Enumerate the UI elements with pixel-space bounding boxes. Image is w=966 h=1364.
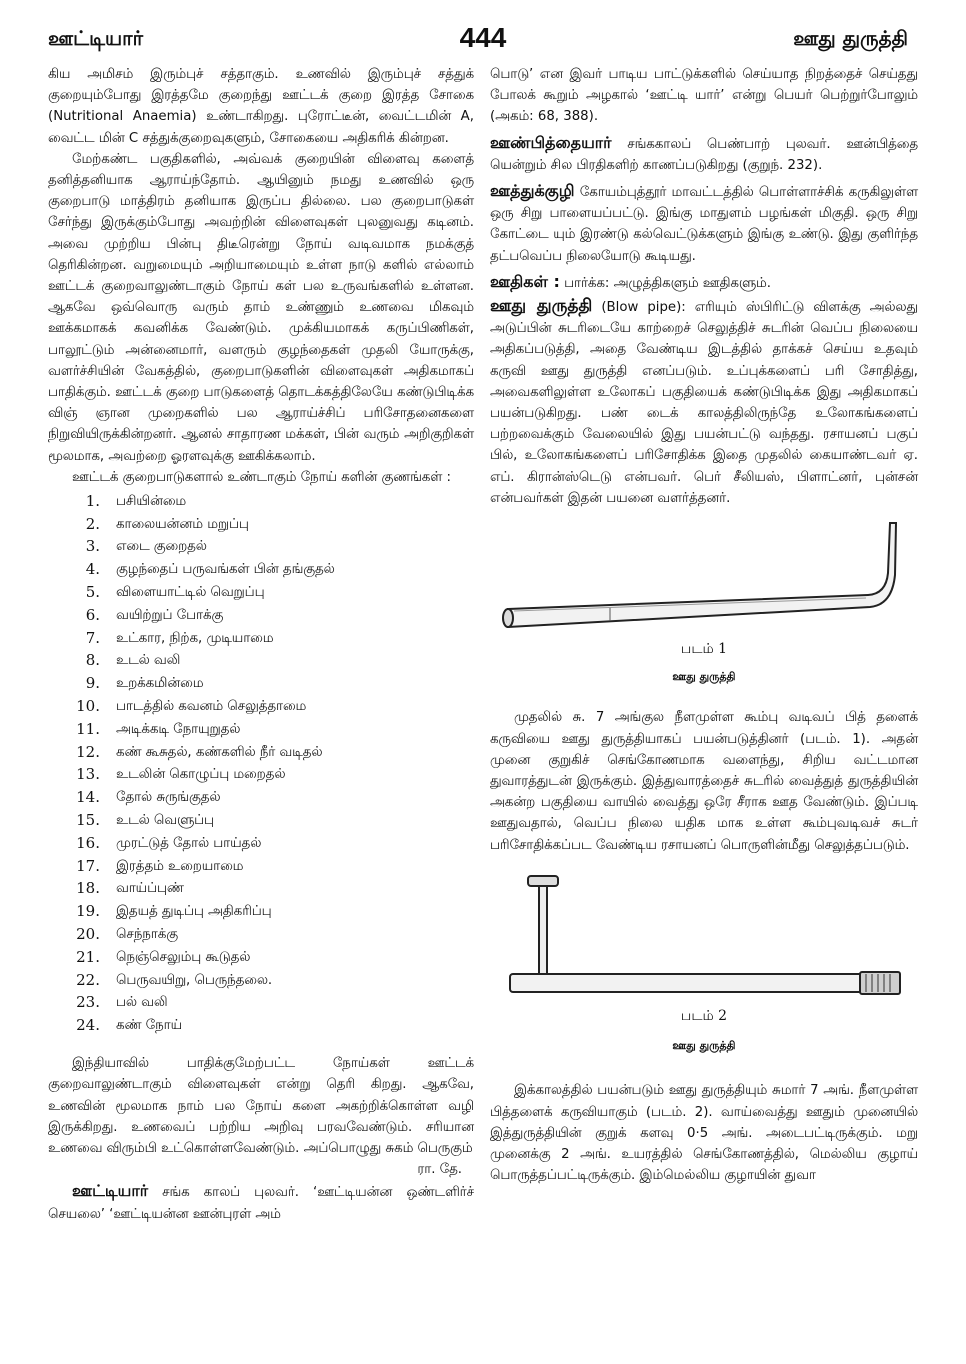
symptom-text: தோல் சுருங்குதல்	[116, 790, 221, 806]
symptom-text: வாய்ப்புண்	[116, 881, 184, 897]
symptom-item	[48, 832, 474, 855]
page-header	[0, 22, 966, 62]
figure-title: ஊது துருத்தி	[672, 670, 736, 684]
paragraph: ஊட்டக் குறைபாடுகளால் உண்டாகும் நோய் களின் குணங்கள் :	[72, 469, 451, 485]
entry-text: பார்க்க: அழுத்திகளும் ஊதிகளும்.	[564, 275, 771, 291]
symptom-number: 18.	[76, 879, 100, 898]
symptom-text: பாடத்தில் கவனம் செலுத்தாமை	[116, 699, 307, 715]
symptom-item	[48, 558, 474, 581]
blow-pipe-illustration-1	[490, 517, 918, 639]
symptom-item	[48, 923, 474, 946]
symptom-text: உட்கார, நிற்க, முடியாமை	[116, 630, 274, 646]
entry-heading: ஊட்டியார்	[72, 1181, 149, 1201]
symptom-text: கண் கூசுதல், கண்களில் நீர் வடிதல்	[116, 744, 323, 760]
entry-oothukkuzhi	[490, 180, 918, 267]
paragraph: மேற்கண்ட பகுதிகளில், அவ்வக் குறையின் விளைவு களைத் தனித்தனியாக ஆராய்ந்தோம். ஆயினும் நமது உணவில் ஒரு குறைபாடு மாத்திரம் தனியாக இருப்ப தில்லை. பல குறைபாடுகள் சேர்ந்து இருக்கும்போது அவற்றின் விளைவுகள் புலனுவது கடினம். அவை முற்றிய பின்பு திடீரென்று நோய் வடிவமாக நமக்குத் தெரிகின்றன. வறுமையும் அறியாமையும் உள்ள நாடு களில் எல்லாம் ஊட்டக் குறைவாலுண்டாகும் நோய் கள் பல உருவங்களில் உள்ளன. ஆகவே ஒவ்வொரு வரும் தாம் உண்ணும் உணவை மிகவும் ஊக்கமாகக் கவனிக்க வேண்டும். முக்கியமாகக் கருப்பிணிகள், பாலூட்டும் அன்னைமார், வளரும் குழந்தைகள் முதலி யோருக்கு, வளர்ச்சியின் வேகத்தில், குறைபாடுகளின் விளைவுகள் அதிகமாகப் பாதிக்கும். ஊட்டக் குறை பாடுகளைத் தொடக்கத்திலேயே கண்டுபிடிக்க விஞ் ஞான முறைகளில் பல ஆராய்ச்சிப் பரிசோதனைகளை நிறுவியிருக்கின்றனர். ஆனல் சாதாரண மக்கள், பின் வரும் அறிகுறிகள் மூலமாக, அவற்றை ஓரளவுக்கு ஊகிக்கலாம்.	[48, 151, 474, 464]
symptom-item	[48, 878, 474, 901]
entry-heading: ஊதிகள் :	[490, 271, 560, 291]
symptom-number: 1.	[85, 491, 100, 510]
symptom-text: விளையாட்டில் வெறுப்பு	[116, 585, 265, 601]
blow-pipe-illustration-2	[490, 870, 918, 1002]
symptom-number: 20.	[76, 925, 100, 943]
symptom-item	[48, 581, 474, 604]
symptom-number: 2.	[85, 514, 100, 533]
figure-caption: படம் 2	[680, 1007, 728, 1024]
header-right-word: ஊது துருத்தி	[793, 26, 908, 50]
symptom-number: 10.	[76, 697, 100, 716]
symptom-number: 16.	[76, 833, 100, 852]
symptom-item	[48, 650, 474, 673]
entry-oothigal	[490, 271, 918, 294]
symptom-item	[48, 490, 474, 513]
symptom-item	[48, 992, 474, 1015]
symptom-number: 14.	[76, 788, 100, 807]
entry-text: (Blow pipe): எரியும் ஸ்பிரிட்டு விளக்கு அல்லது அடுப்பின் சுடரிடையே காற்றைச் செலுத்திச் சுடரின் வெப்ப நிலையை அதிகப்படுத்தி, அதை வேண்டிய இடத்தில் தாக்கச் செய்ய உதவும் கருவி ஊது துருத்தி எனப்படும். உப்புக்களைப் பரி சோதித்து, அவைகளிலுள்ள உலோகப் பகுதியைக் கண்டுபிடிக்க இது அதிகமாகப் பயன்படுகிறது. பண் டைக் காலத்திலிருந்தே உலோகங்களைப் பற்றவைக்கும் வேலையில் இது பயன்பட்டு வந்தது. ரசாயனப் பகுப் பில், உலோகங்களைப் பரிசோதிக்க இதை முதலில் கையாண்டவர் ஏ. எப். கிரான்ஸ்டெடு என்பவர். பெர் சீலியஸ், பிளாட்னர், புன்சன் என்பவர்கள் இதன் பயனை வளர்த்தனர்.	[490, 300, 918, 506]
symptom-text: அடிக்கடி நோயுறுதல்	[116, 721, 241, 737]
header-left-word: ஊட்டியார்	[48, 26, 144, 50]
symptom-text: காலையன்னம் மறுப்பு	[116, 516, 249, 532]
symptom-text: உடலின் கொழுப்பு மறைதல்	[116, 767, 286, 783]
symptom-number: 17.	[76, 856, 100, 875]
symptom-text: பசியின்மை	[116, 493, 187, 509]
figure-1	[490, 517, 918, 687]
paragraph: இக்காலத்தில் பயன்படும் ஊது துருத்தியும் சுமார் 7 அங். நீளமுள்ள பித்தளைக் கருவியாகும் (படம். 2). வாய்வைத்து ஊதும் முனையில் இத்துருத்தியின் குறுக் களவு 0·5 அங். அடைபட்டிருக்கும். மறு முனைக்கு 2 அங். உயரத்தில் செங்கோணத்தில், மெல்லிய குழாய் பொருத்தப்பட்டிருக்கும். இம்மெல்லிய குழாயின் துவா	[490, 1083, 918, 1184]
symptom-item	[48, 513, 474, 536]
entry-text: சங்ககாலப் பெண்பாற் புலவர். ஊன்பித்தை யென்றும் சில பிரதிகளிற் காணப்படுகிறது (குறுந். 232).	[490, 136, 918, 173]
symptom-number: 4.	[85, 560, 100, 579]
symptom-number: 7.	[85, 628, 100, 647]
symptom-number: 21.	[76, 947, 100, 966]
symptom-number: 12.	[76, 742, 100, 761]
symptom-text: வயிற்றுப் போக்கு	[116, 607, 224, 623]
symptom-number: 3.	[85, 537, 100, 556]
symptom-number: 13.	[76, 765, 100, 784]
symptom-text: உறக்கமின்மை	[116, 676, 204, 692]
symptom-item	[48, 855, 474, 878]
symptom-number: 19.	[76, 902, 100, 921]
symptom-text: இதயத் துடிப்பு அதிகரிப்பு	[116, 904, 272, 920]
symptom-number: 22.	[76, 970, 100, 989]
paragraph: கிய அமிசம் இரும்புச் சத்தாகும். உணவில் இரும்புச் சத்துக் குறையும்போது இரத்தமே குறைந்து ஊட்டக் குறை இரத்த சோகை (Nutritional Anaemia) உண்டாகிறது. புரோட்டீன், வைட்டமின் A, வைட்ட மின் C சத்துக்குறைவுகளும், சோகையை அதிகரிக் கின்றன.	[48, 67, 474, 146]
figure-title: ஊது துருத்தி	[672, 1039, 736, 1053]
symptom-number: 24.	[76, 1016, 100, 1035]
right-column	[490, 64, 918, 1186]
symptom-text: கண் நோய்	[116, 1018, 182, 1034]
paragraph: முதலில் சு. 7 அங்குல நீளமுள்ள கூம்பு வடிவப் பித் தளைக் கருவியை ஊது துருத்தியாகப் பயன்படுத்தினர் (படம். 1). அதன் முனை குறுகிச் செங்கோணமாக வளைந்து, சிறிய வட்டமான துவாரத்துடன் இருக்கும். இத்துவாரத்தைச் சுடரில் வைத்துத் துருத்தியின் அகன்ற பகுதியை வாயில் வைத்து ஒரே சீராக ஊத வேண்டும். இப்படி ஊதுவதால், வெப்ப நிலை யதிக மாக உள்ள கூம்புவடிவச் சுடர் பரிசோதிக்கப்பட வேண்டிய ரசாயனப் பொருளின்மீது செலுத்தப்படும்.	[490, 710, 918, 853]
author-initials: ரா. தே.	[417, 1162, 462, 1178]
entry-heading: ஊத்துக்குழி	[490, 181, 575, 201]
entry-text: சங்க காலப் புலவர். ‘ஊட்டியன்ன ஒண்டளிர்ச் செயலை’ ‘ஊட்டியன்ன ஊன்புரள் அம்	[48, 1185, 474, 1222]
symptom-item	[48, 900, 474, 923]
symptom-text: பல் வலி	[116, 995, 168, 1011]
symptom-number: 15.	[76, 811, 100, 830]
paragraph: இந்தியாவில் பாதிக்குமேற்பட்ட நோய்கள் ஊட்டக் குறைவாலுண்டாகும் விளைவுகள் என்று தெரி கிறது. ஆகவே, உணவின் மூலமாக நாம் பல நோய் களை அகற்றிக்கொள்ள வழி இருக்கிறது. உணவைப் பற்றிய அறிவு பரவவேண்டும். சரியான உணவை விரும்பி உட்கொள்ளவேண்டும். அப்பொழுது சுகம் பெருகும்	[48, 1056, 474, 1156]
page-number: 444	[459, 22, 507, 53]
symptom-text: குழந்தைப் பருவங்கள் பின் தங்குதல்	[116, 562, 335, 578]
symptom-number: 23.	[76, 993, 100, 1012]
symptom-text: உடல் வலி	[116, 653, 181, 669]
symptom-text: உடல் வெளுப்பு	[116, 813, 214, 829]
symptom-item	[48, 809, 474, 832]
entry-oonpithaiyaar	[490, 132, 918, 176]
symptom-text: முரட்டுத் தோல் பாய்தல்	[116, 835, 262, 851]
symptom-list	[48, 490, 474, 1037]
symptom-item	[48, 946, 474, 969]
symptom-number: 6.	[85, 605, 100, 624]
symptom-item	[48, 536, 474, 559]
symptom-number: 11.	[76, 719, 100, 738]
symptom-item	[48, 718, 474, 741]
paragraph: பொடு’ என இவர் பாடிய பாட்டுக்களில் செய்யாத நிறத்தைச் செய்தது போலக் கூறும் அழகால் ‘ஊட்டி யார்’ என்று பெயர் பெற்றுர்போலும் (அகம்: 68, 388).	[490, 67, 918, 125]
symptom-item	[48, 786, 474, 809]
entry-blow-pipe	[490, 296, 918, 509]
entry-ootiyaar	[48, 1180, 474, 1224]
left-column	[48, 64, 474, 1225]
figure-caption: படம் 1	[680, 641, 728, 658]
symptom-item	[48, 764, 474, 787]
symptom-number: 9.	[85, 674, 100, 693]
symptom-item	[48, 1014, 474, 1037]
symptom-item	[48, 695, 474, 718]
symptom-text: நெஞ்செலும்பு கூடுதல்	[116, 949, 251, 965]
symptom-text: எடை குறைதல்	[116, 539, 207, 555]
symptom-item	[48, 604, 474, 627]
figure-2	[490, 870, 918, 1056]
symptom-item	[48, 627, 474, 650]
entry-text: கோயம்புத்தூர் மாவட்டத்தில் பொள்ளாச்சிக் கருகிலுள்ள ஒரு சிறு பாளையப்பட்டு. இங்கு மாதுளம் பழங்கள் மிகுதி. ஒரு சிறு கோட்டை யும் இரண்டு கல்வெட்டுக்களும் இங்கு உண்டு. இது குளிர்ந்த தட்பவெப்ப நிலையோடு கூடியது.	[490, 185, 918, 264]
symptom-item	[48, 969, 474, 992]
symptom-text: இரத்தம் உறையாமை	[116, 858, 244, 874]
symptom-text: செந்நாக்கு	[116, 927, 178, 942]
symptom-item	[48, 672, 474, 695]
symptom-number: 8.	[85, 651, 100, 670]
symptom-text: பெருவயிறு, பெருந்தலை.	[116, 972, 273, 988]
entry-heading: ஊண்பித்தையார்	[490, 132, 612, 152]
symptom-number: 5.	[85, 583, 100, 602]
symptom-item	[48, 741, 474, 764]
entry-heading: ஊது துருத்தி	[490, 296, 593, 317]
